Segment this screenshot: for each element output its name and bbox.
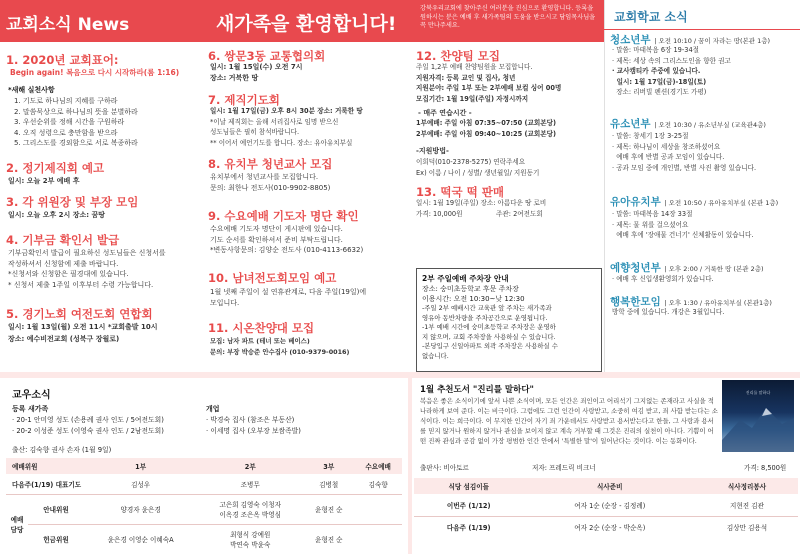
birth-notice: 출산: 김숙향 권사 손자 (1월 9일) [12,446,112,454]
church-school-title: 교회학교 소식 [614,10,688,24]
list-item: 1. 기도로 하나님의 지혜를 구하라 [14,97,118,105]
kinder-title-text: 유아유치부 [610,196,661,208]
members-title: 교우소식 [12,390,51,401]
section-7-body [210,106,363,148]
text-line: · 제목: 세상 속의 그리스도인을 향한 권고 [612,56,731,65]
resolution-list [14,96,138,149]
page-title: 교회소식 News [6,15,130,35]
kinder-title [610,194,778,209]
table-cell: 여자 2순 (순장 - 박순옥) [574,524,646,533]
section-6-body [210,62,303,83]
table-cell: 지현진 김관 [730,501,764,510]
text-line: * 신청서 제출 1주일 이후부터 수령 가능합니다. [8,280,154,289]
text-line: 영유아 동반차량을 주차공간으로 운영됩니다. [422,313,548,322]
section-4-title: 4. 기부금 확인서 발급 [6,233,120,247]
apply-head: -지원방법- [416,147,449,155]
apply-body [416,157,539,178]
section-5-line2: 장소: 예수비전교회 (성북구 장월로) [8,335,120,343]
table-cell: 김성우 [131,480,151,489]
text-line: 기부금확인서 발급이 필요하신 성도님들은 신청서를 [8,249,166,257]
youth-meta: | 오전 10:10 / 꿈이 자라는 땅(본관 1층) [654,37,771,45]
list-item: · 20-2 이성준 성도 (이영숙 권사 인도 / 2남전도회) [12,426,164,435]
list-item: · 20-1 안미영 성도 (손용례 권사 인도 / 5여전도회) [12,416,164,424]
section-13-body [416,198,546,219]
kinder-meta: | 오전 10:50 / 유아유치부실 (본관 1층) [664,199,779,207]
text-line: · 교사캠티카 주중에 있습니다. [612,67,701,75]
text-line: Ex) 이름 / 나이 / 성별/ 생년월일/ 지원동기 [416,168,540,177]
section-6-title: 6. 쌍문3동 교통협의회 [208,49,326,63]
section-7-title: 7. 제직기도회 [208,93,280,107]
text-line: 장소: 숭미초등학교 후문 주차장 [422,285,519,293]
section-8-title: 8. 유치부 청년교사 모집 [208,157,333,171]
section-2-line: 일시: 오늘 2부 예배 후 [8,177,80,185]
section-3-title: 3. 각 위원장 및 부장 모임 [6,195,139,209]
section-13-title: 13. 떡국 떡 판매 [416,185,504,199]
text-line: 이용시간: 오전 10:30~낮 12:30 [422,294,525,303]
opening-head: 개업 [206,405,220,413]
table-cell: 조병무 [240,480,260,489]
text-line: 수요예배 기도자 명단이 게시판에 있습니다. [210,225,343,233]
text-line: · 말씀: 창세기 1장 3-25절 [612,132,689,140]
section-9-title: 9. 수요예배 기도자 명단 확인 [208,209,359,223]
table-header: 예배위원 [6,458,84,474]
text-line: 기도 순서를 확인하셔서 준비 부탁드립니다. [210,235,343,244]
text-line: 작성하셔서 신청함에 제출 바랍니다. [8,259,119,268]
list-item: · 이세명 집사 (오부장 보쌈족발) [206,426,301,435]
text-line: 이희덕(010-2378-5275) 연락주세요 [416,158,526,166]
list-item: 5. 그리스도를 경외함으로 서로 복종하라 [14,139,138,147]
opening-list [206,415,301,436]
row-group-label: 예배 담당 [10,516,24,535]
text-line: -본당입구 신일아파트 외곽 주차장은 사용하실 수 [422,342,558,350]
text-line: · 예배 후 신입생환영회가 있습니다. [612,275,714,283]
practice-times [416,118,556,139]
motto-text: Begin again! 복음으로 다시 시작하라(롬 1:16) [10,68,180,77]
text-line: ** 이어서 예언기도를 합니다. 장소: 유아유치부실 [210,138,353,147]
text-line: · 제목: 하나님이 세상을 창조하셨어요 [612,142,721,151]
mountain-icon [722,380,794,452]
table-header: 식당 섬김이들 [414,478,523,494]
section-5-line1: 일시: 1월 13일(월) 오전 11시 *교회출발 10시 [8,323,158,331]
section-10-title: 10. 남녀전도회모임 예고 [208,271,337,285]
text-line: 2부예배: 주일 아침 09:40~10:25 (교회본당) [416,129,557,138]
table-header: 1부 [84,458,197,474]
registration-head: 등록 새가족 [12,405,49,413]
youth-title-text: 청소년부 [610,34,651,46]
welcome-headline: 새가족을 환영합니다! [216,13,397,35]
section-2-title: 2. 정기제직회 예고 [6,161,105,175]
text-line: 문의: 부장 박승준 안수집사 (010-9379-0016) [210,347,350,356]
text-line: 예배 후에 반별 공과 모임이 있습니다. [612,153,725,161]
table-cell: 김상만 김용석 [726,524,768,533]
book-cover-title: 진리를 말하다 [745,390,771,395]
row-label: 헌금위원 [43,536,69,545]
text-line: 장소: 리버빌 펜션(경기도 가평) [612,88,707,96]
table-cell: 윤은경 이영순 이혜숙A [107,536,174,545]
worship-committee-table [6,458,402,554]
resolution-head: *새해 실천사항 [8,86,55,94]
children-meta: | 오전 10:30 / 유소년부실 (교육관4층) [654,121,766,129]
text-line: 장소: 거북한 땅 [210,73,259,82]
text-line: · 제목: 물 위를 걸으셨어요 [612,220,689,229]
text-line: *이날 제직회는 올해 서리집사로 임명 받으신 [210,117,339,126]
table-header: 3부 [303,458,354,474]
book-author: 저자: 프레드릭 비크너 [532,464,596,472]
children-body [612,131,756,173]
section-10-body [210,287,366,308]
table-cell: 최형식 강예원 박연숙 박윤숙 [230,531,271,550]
table-header: 식사준비 [523,478,696,494]
kinder-body [612,209,753,241]
list-item: 3. 우선순위를 정해 시간을 구원하라 [14,118,125,126]
table-cell: 다음주 (1/19) [446,524,491,533]
text-line: *변동사항문의: 김양순 전도사 (010-4113-6632) [210,246,364,254]
text-line: -1부 예배 시간에 숭미초등학교 주차장은 운영하 [422,323,556,331]
young-adult-body [612,274,714,285]
parking-body [422,285,558,361]
row-label: 안내위원 [43,506,69,514]
section-1-title: 1. 2020년 교회표어: [6,53,119,67]
table-header: 2부 [197,458,303,474]
young-adult-title-text: 예향청년부 [610,262,661,274]
text-line: 없습니다. [422,351,449,360]
text-line: 모집기간: 1월 19일(주일) 자정시까지 [416,94,529,103]
table-cell: 양경자 윤은경 [120,506,161,514]
text-line: 모집: 남자 파트 (테너 또는 베이스) [210,337,310,345]
table-header: 식사정리봉사 [696,478,798,494]
text-line: 지원자격: 등록 교인 및 집사, 청년 [416,73,516,82]
table-header: 수요예배 [354,458,402,474]
section-9-body [210,224,363,256]
children-title [610,116,766,131]
text-line: · 말씀: 마태복음 14장 33절 [612,210,693,218]
meal-service-table [414,478,798,538]
text-line: 1부예배: 주일 아침 07:35~07:50 (교회본당) [416,119,557,127]
young-adult-meta: | 오후 2:00 / 거룩한 땅 (본관 2층) [664,265,764,273]
youth-body [612,45,731,98]
registration-list [12,415,164,436]
text-line: · 공과 모임 중에 개인별, 반별 사진 촬영 있습니다. [612,163,757,172]
text-line: 성도님들은 필히 참석바랍니다. [210,128,300,136]
list-item: · 박경숙 집사 (참조은 부동산) [206,416,295,424]
text-line: 1월 넷째 주일이 설 연휴관계로, 다음 주일(19일)에 [210,288,367,296]
happy-title-text: 행복한모임 [610,296,661,308]
text-line: 일시: 1월 15일(수) 오전 7시 [210,63,303,71]
text-line: · 말씀: 마태복음 6장 19-34절 [612,46,700,54]
text-line: 일시: 1월 17일(금)-18일(토) [612,77,707,86]
text-line: 문의: 최한나 전도사(010-9902-8805) [210,183,331,192]
text-line: -주일 2부 예배시간 교육관 앞 주차는 새가족과 [422,304,552,312]
text-line: 예배 후에 '장애물 건너기' 신체활동이 있습니다. [612,231,754,239]
happy-meta: | 오후 1:30 / 유아유치부실 (본관1층) [664,299,772,307]
table-cell: 여자 1순 (순장 - 김정례) [574,501,646,510]
list-item: 4. 오직 성령으로 충만함을 받으라 [14,128,118,137]
parking-title: 2부 주일예배 주차장 안내 [422,274,509,283]
section-3-line: 일시: 오늘 오후 2시 장소: 꿈땅 [8,211,106,219]
text-line: 지원분야: 주일 1부 또는 2부예배 보컬 싱어 00명 [416,84,562,92]
section-5-title: 5. 경기노회 여전도회 연합회 [6,307,153,321]
list-item: 2. 말씀묵상으로 하나님의 뜻을 분별하라 [14,107,138,116]
table-cell: 윤형진 순 [314,506,343,514]
text-line: 가격: 10,000원 주관: 2여전도회 [416,209,543,218]
book-publisher: 출판사: 비아토르 [420,464,469,472]
table-cell: 이번주 (1/12) [446,501,491,510]
section-11-title: 11. 시온찬양대 모집 [208,321,315,335]
welcome-note: 강북우리교회에 찾아주신 여러분을 진심으로 환영합니다. 등록을 원하시는 분은 예배 후 새가족팀의 도움을 받으시고 담임목사님을 꼭 만나주세요. [420,5,596,29]
text-line: 일시: 1월 19일(주일) 장소: 아름다운 땅 로비 [416,199,547,207]
table-cell: 김병철 [319,480,339,489]
text-line: 지 않으며, 교회 주차장을 사용하실 수 있습니다. [422,332,556,341]
young-adult-title [610,260,764,275]
section-12-body [416,62,561,104]
practice-head: - 매주 연습시간 - [418,109,472,117]
text-line: 모입니다. [210,298,240,307]
text-line: 일시: 1월 17일(금) 오후 8시 30분 장소: 거룩한 땅 [210,107,363,115]
section-11-body [210,336,349,357]
book-title: 1월 추천도서 "진리를 말하다" [420,385,534,395]
row-label: 다음주(1/19) 대표기도 [12,480,82,489]
text-line: 유치부에서 청년교사를 모집합니다. [210,173,319,181]
table-cell: 김숙향 [368,480,388,489]
text-line: 방학 중에 있습니다. 개강은 3월입니다. [612,308,725,316]
book-price: 가격: 8,500원 [744,464,787,472]
text-line: *신청서와 신청함은 필경대에 있습니다. [8,270,129,278]
section-4-body [8,248,166,290]
text-line: 주일 1,2부 예배 찬양팀원을 모집합니다. [416,63,533,71]
section-8-body [210,172,330,193]
children-title-text: 유소년부 [610,118,651,130]
book-description: 복음은 좋은 소식이기에 앞서 나쁜 소식이며, 모든 인간은 죄인이고 어리석기 그지없는 존재라고 사실을 적나라하게 보여 준다. 이는 비극이다. 그럼에도 그런 인간이 사랑받고, 소중히 여김 받고, 죄 사함 받는다는 소식이다. 이는 희극이다. 이 무지한 인간이 자기 죄 가운데서도 사랑받고 용서받는다고 한들, 그 사랑과 용서를 믿지 않거나 원하지 않거나 관심을 보이지 않고 계속 거부할 때 그것은 진리의 실천이 아니다. 기쁨이 어떤 진짜 관심과 공감 없이 가장 평범한 인간 안에서 '특별한 말'이 일어난다는 것이다. 이는 동화이다. [420,397,718,445]
section-12-title: 12. 찬양팀 모집 [416,49,500,63]
table-cell: 고은희 김영숙 이청자 이옥경 조은옥 박영심 [219,501,281,519]
happy-body [612,307,724,318]
table-cell: 윤형진 순 [314,536,343,545]
